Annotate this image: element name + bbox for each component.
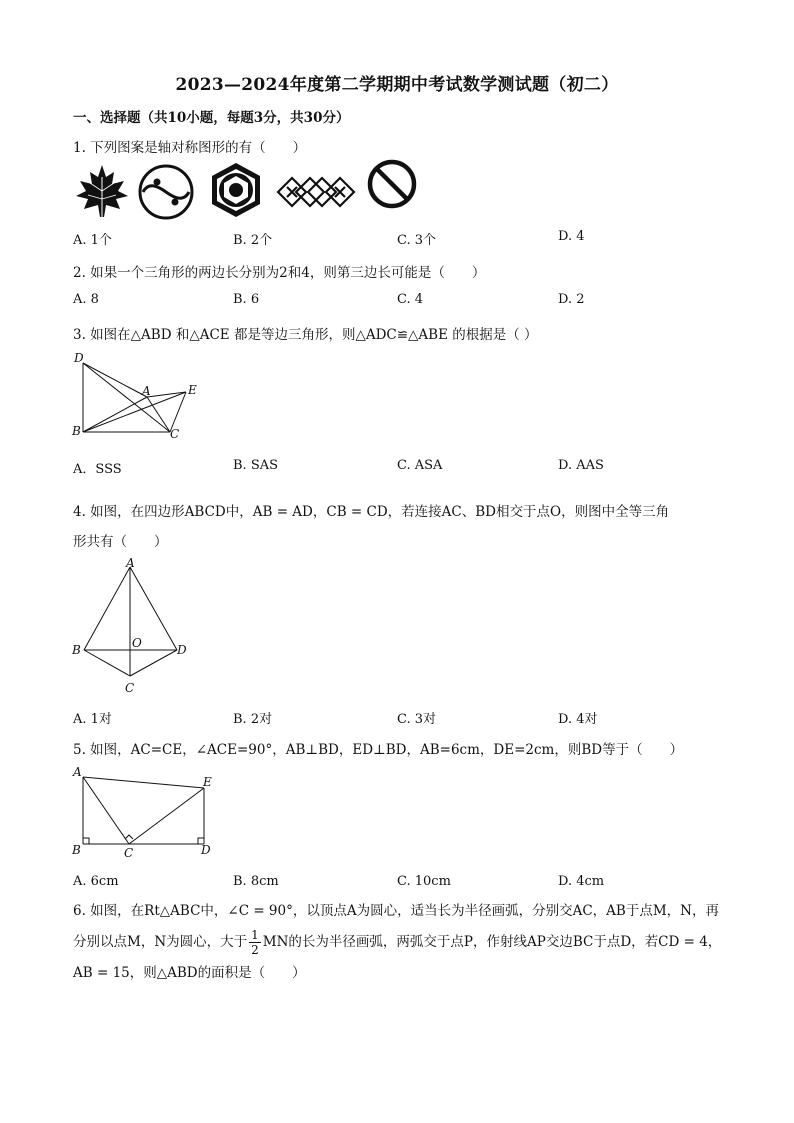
question-2-stem: 2. 如果一个三角形的两边长分别为2和4，则第三边长可能是（ ）	[73, 265, 486, 281]
option-a[interactable]: A. 8	[73, 292, 99, 307]
label-d: D	[177, 643, 187, 657]
label-c: C	[170, 427, 180, 441]
prohibition-sign-icon	[366, 158, 418, 210]
question-6-stem	[73, 896, 723, 989]
question-3-stem: 3. 如图在△ABD 和△ACE 都是等边三角形，则△ADC≌△ABE 的根据是（ ）	[73, 327, 538, 343]
maple-leaf-icon	[74, 163, 130, 219]
question-5-stem: 5. 如图，AC=CE，∠ACE=90°，AB⊥BD，ED⊥BD，AB=6cm，DE=2cm，则BD等于（ ）	[73, 742, 684, 758]
question-4-stem-line2: 形共有（ ）	[73, 534, 168, 550]
label-e: E	[188, 383, 197, 397]
question-4-options	[73, 708, 723, 726]
label-b: B	[72, 643, 81, 657]
label-b: B	[72, 424, 81, 438]
question-6-text-part2: MN的长为半径画弧，两弧交于点P，作射线AP交边BC于点D，若CD = 4，AB = 15，则△ABD的面积是（ ）	[73, 934, 722, 981]
option-a[interactable]: A. 1对	[73, 712, 112, 727]
question-2-options	[73, 292, 723, 310]
question-5-figure	[70, 764, 220, 864]
label-d: D	[201, 843, 211, 857]
question-5-options	[73, 874, 723, 892]
option-b[interactable]: B. 6	[233, 292, 260, 307]
label-d: D	[74, 351, 84, 365]
yin-yang-icon	[137, 163, 195, 221]
fraction-one-half	[249, 928, 261, 957]
option-c[interactable]: C. 4	[397, 292, 424, 307]
question-4-figure	[66, 555, 196, 700]
label-b: B	[72, 843, 81, 857]
question-3-options	[73, 458, 723, 476]
option-b[interactable]: B. 8cm	[233, 874, 279, 889]
question-1-stem: 1. 下列图案是轴对称图形的有（ ）	[73, 140, 307, 156]
section-heading-choice: 一、选择题（共10小题，每题3分，共30分）	[73, 110, 350, 126]
label-a: A	[126, 556, 135, 570]
label-o: O	[132, 636, 142, 650]
label-a: A	[73, 765, 82, 779]
option-c[interactable]: C. 10cm	[397, 874, 451, 889]
option-c[interactable]: C. 3个	[397, 233, 437, 248]
hexagon-emblem-icon	[207, 161, 265, 219]
label-a: A	[142, 384, 151, 398]
label-c: C	[124, 846, 134, 860]
option-d[interactable]: D. 4对	[558, 712, 598, 727]
option-a[interactable]: A．SSS	[73, 462, 122, 477]
label-c: C	[125, 681, 135, 695]
option-b[interactable]: B. 2个	[233, 233, 273, 248]
option-c[interactable]: C. 3对	[397, 712, 437, 727]
label-e: E	[203, 775, 212, 789]
option-d[interactable]: D. 4cm	[558, 874, 605, 889]
option-d[interactable]: D. 4	[558, 229, 585, 244]
option-c[interactable]: C. ASA	[397, 458, 443, 473]
question-6-text-part1: 6. 如图，在Rt△ABC中，∠C = 90°，以顶点A为圆心，适当长为半径画弧，分别交AC，AB于点M，N，再分别以点M，N为圆心，大于	[73, 903, 719, 950]
page-title: 2023—2024年度第二学期期中考试数学测试题（初二）	[175, 75, 619, 95]
option-a[interactable]: A. 6cm	[73, 874, 119, 889]
fraction-denominator: 2	[251, 943, 259, 957]
option-a[interactable]: A. 1个	[73, 233, 112, 248]
option-d[interactable]: D. AAS	[558, 458, 604, 473]
option-d[interactable]: D. 2	[558, 292, 585, 307]
question-3-figure	[70, 350, 205, 445]
fraction-numerator: 1	[251, 928, 259, 942]
interlaced-knot-icon	[276, 172, 356, 212]
question-1-options	[73, 229, 723, 247]
option-b[interactable]: B. 2对	[233, 712, 273, 727]
question-4-stem-line1: 4. 如图，在四边形ABCD中，AB = AD，CB = CD，若连接AC、BD相交于点O，则图中全等三角	[73, 504, 670, 520]
option-b[interactable]: B. SAS	[233, 458, 279, 473]
